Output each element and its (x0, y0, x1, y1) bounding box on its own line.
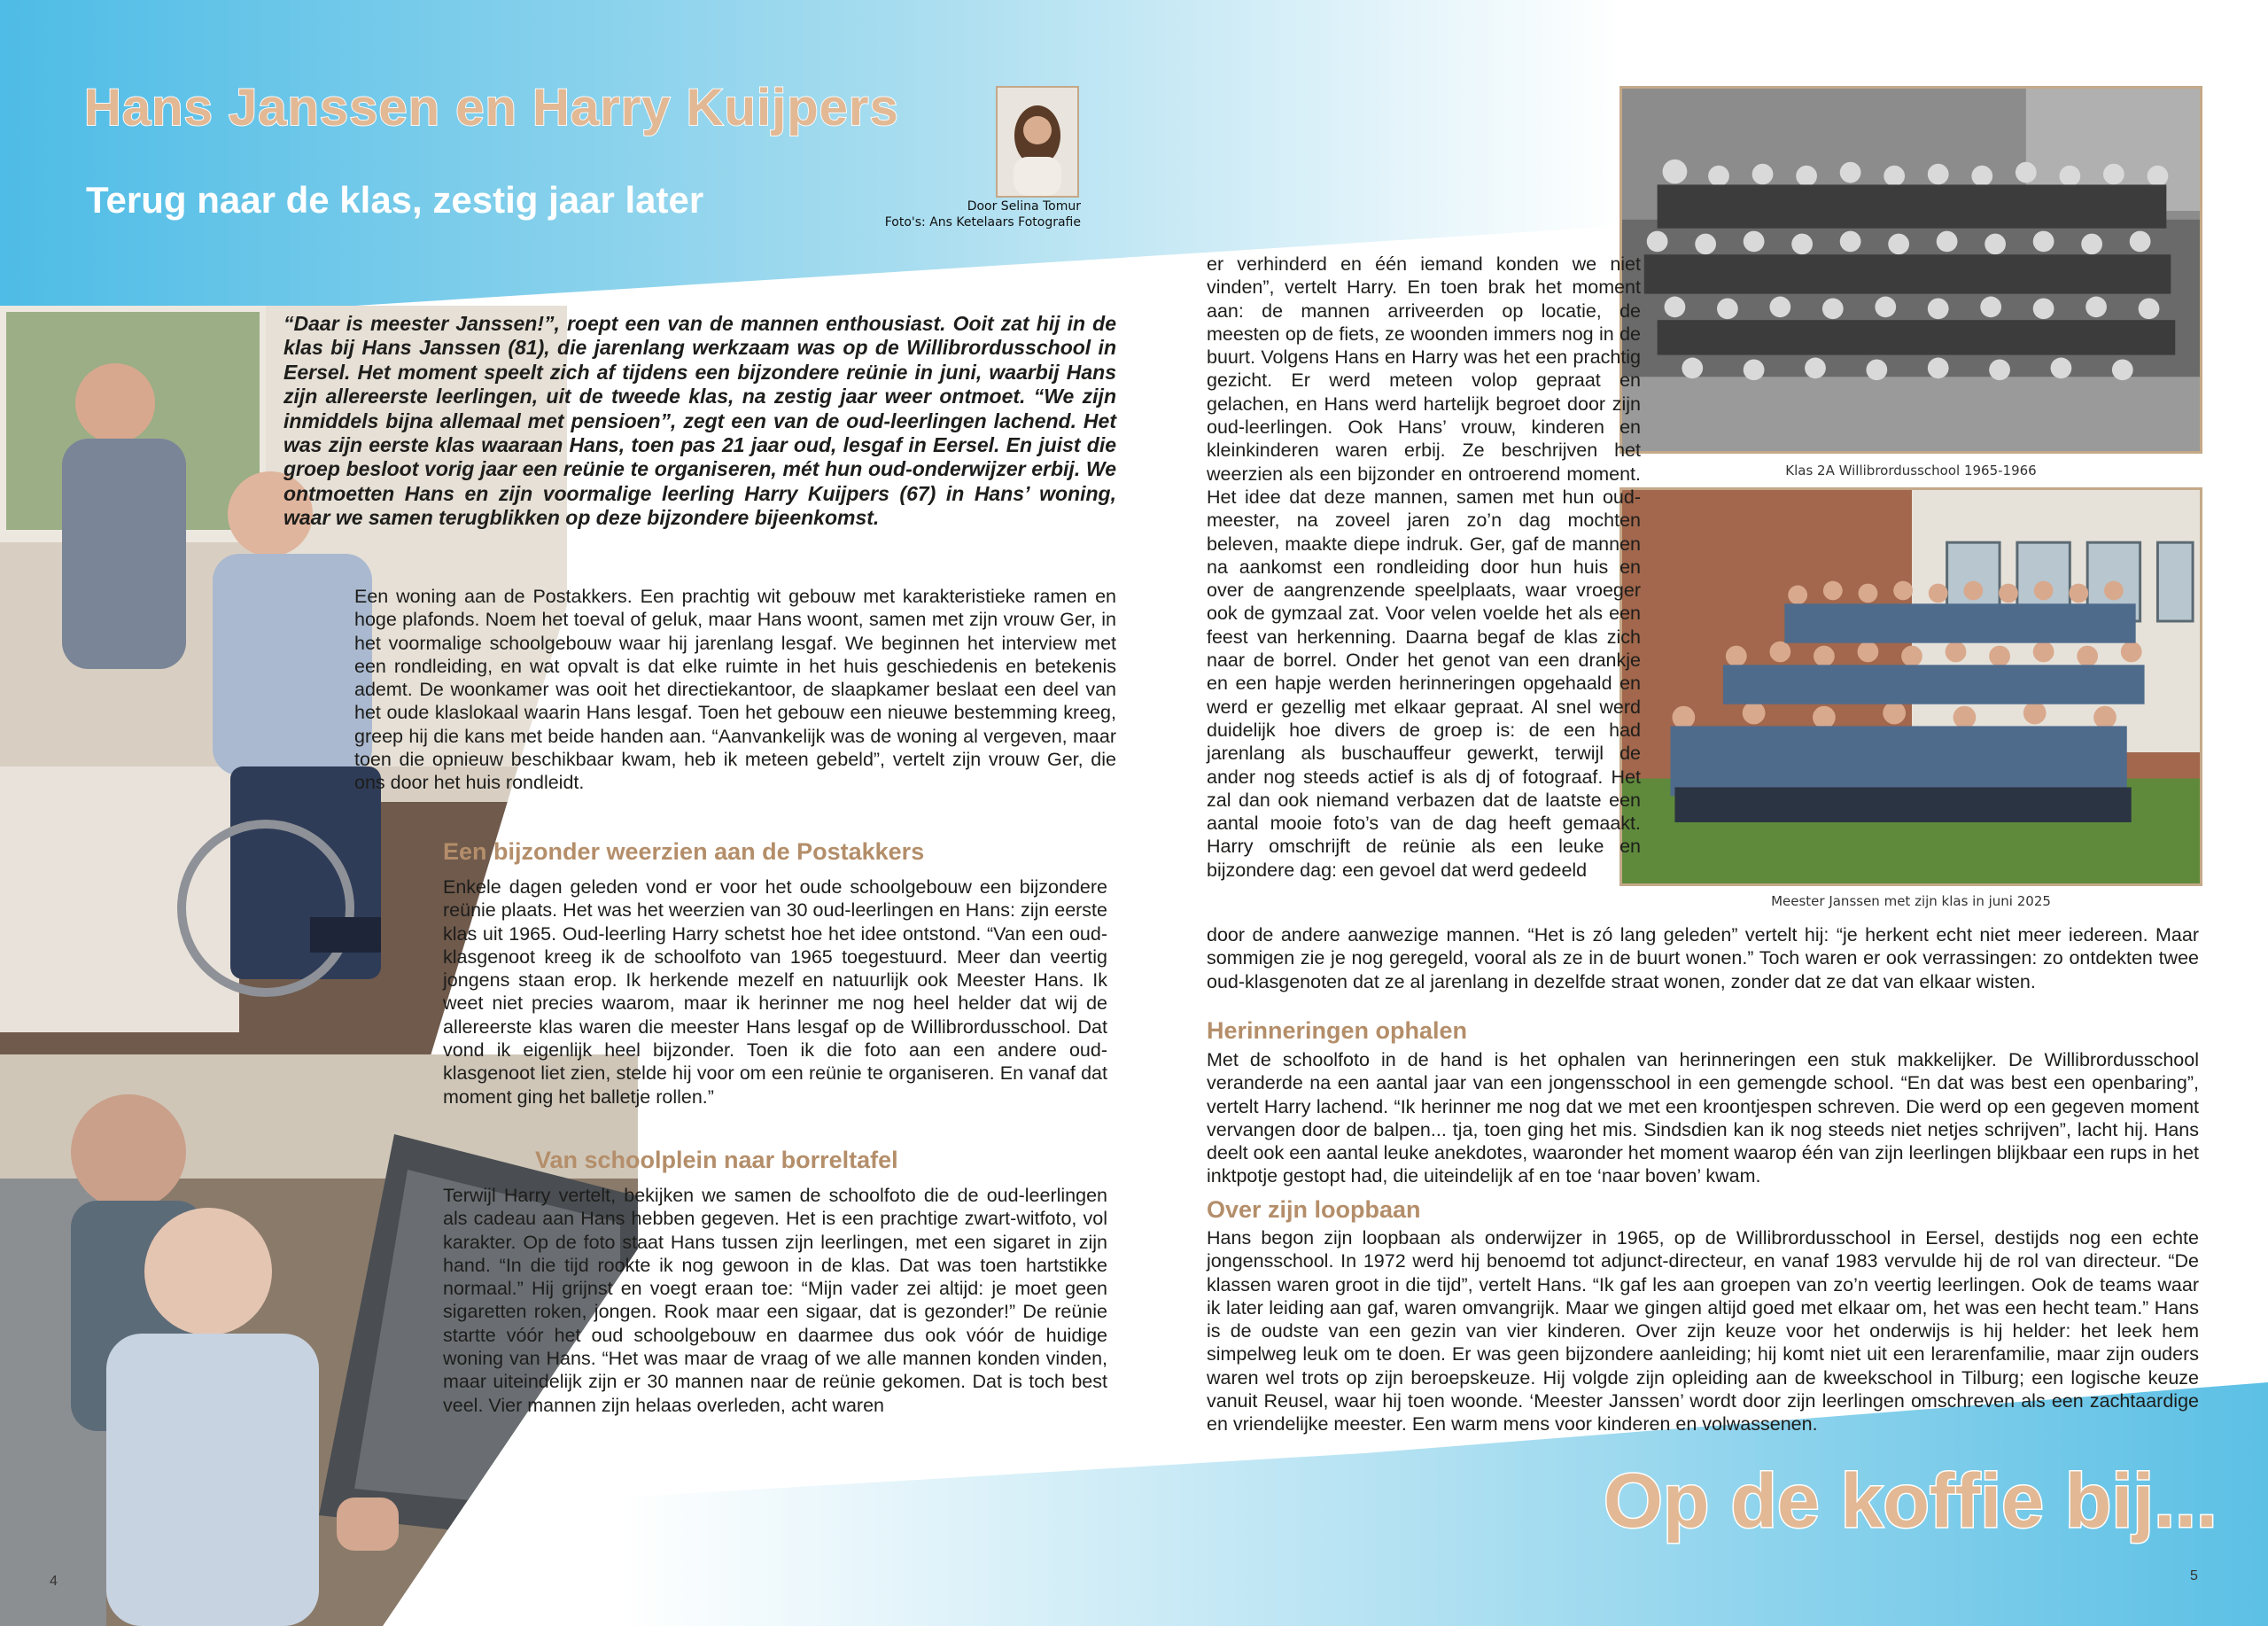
section-text-2-continued: er verhinderd en één iemand konden we niet vinden”, vertelt Harry. En toen brak het moment aan: de mannen arriveerden op locatie, de meesten op de fiets, ze woonden immers nog in de buurt. Volgens Hans en Harry was het een prachtig gezicht. Er werd meteen volop gepraat en gelachen, en Hans werd hartelijk begroet door zijn oud-leerlingen. Ook Hans’ vrouw, kinderen en kleinkinderen waren erbij. Ze beschrijven het weerzien als een bijzonder en ontroerend moment. Het idee dat deze mannen, samen met hun oud-meester, na zoveel jaren zo’n dag mochten beleven, maakte diepe indruk. Ger, gaf de mannen na aankomst een rondleiding door hun huis en over de aangrenzende speelplaats, waar vroeger ook de gymzaal zat. Voor velen voelde het als een feest van herkenning. Daarna begaf de klas zich naar de borrel. Onder het genot van een drankje en een hapje werden herinneringen opgehaald en werd er gezellig met elkaar gepraat. Al snel werd duidelijk hoe divers de groep is: de een had jarenlang als buschauffeur gewerkt, terwijl de ander nog steeds actief is als dj of fotograaf. Het zal dan ook niemand verbazen dat de laatste een aantal mooie foto’s van de dag heeft gemaakt. Harry omschrijft de reünie als een leuke en bijzondere dag: een gevoel dat werd gedeeld (1207, 253, 1641, 881)
section-heading-1: Een bijzonder weerzien aan de Postakkers (443, 838, 925, 865)
reunion-photo-caption: Meester Janssen met zijn klas in juni 2025 (1771, 893, 2051, 909)
section-text-2-end: door de andere aanwezige mannen. “Het is zó lang geleden” vertelt hij: “je herkent echt niet meer iedereen. Maar sommigen zie je nog geregeld, vooral als ze in de buurt wonen.” Toch waren er ook verrassingen: zo ontdekten twee oud-klasgenoten dat ze al jarenlang in dezelfde straat wonen, zonder dat ze dat van elkaar wisten. (1207, 924, 2199, 992)
author-photo (996, 86, 1079, 198)
byline (877, 198, 1081, 230)
author-credit: Door Selina Tomur (967, 199, 1081, 214)
section-text-3: Met de schoolfoto in de hand is het ophalen van herinneringen een stuk makkelijker. De Willibrordusschool veranderde na een aantal jaar van een jongensschool in een gemengde school. “En dat was best een openbaring”, vertelt Harry lachend. “Ik herinner me nog dat we met een kroontjespen schreven. Die werd op een gegeven moment vervangen door de balpen... tja, toen ging het mis. Sindsdien kan ik nog steeds niet netjes schrijven”, lacht hij. Hans deelt ook een aantal leuke anekdotes, waaronder het moment waarop één van zijn leerlingen blijkbaar een rups in het inktpotje gestopt had, die uiteindelijk af en toe ‘naar boven’ kwam. (1207, 1049, 2199, 1187)
section-heading-4: Over zijn loopbaan (1207, 1196, 1421, 1223)
page-number-left: 4 (50, 1574, 58, 1589)
body-paragraph-1: Een woning aan de Postakkers. Een prachtig wit gebouw met karakteristieke ramen en hoge plafonds. Noem het toeval of geluk, maar Hans woont, samen met zijn vrouw Ger, in het voormalige schoolgebouw waar hij jarenlang lesgaf. We beginnen het interview met een rondleiding, en wat opvalt is dat elke ruimte in het huis geschiedenis en betekenis ademt. De woonkamer was ooit het directiekantoor, de slaapkamer beslaat een deel van het oude klaslokaal waarin Hans lesgaf. Toen het gebouw een nieuwe bestemming kreeg, greep hij die kans met beide handen aan. “Aanvankelijk was de woning al vergeven, maar toen die opnieuw beschikbaar kwam, heb ik meteen gebeld”, vertelt zijn vrouw Ger, die ons door het huis rondleidt. (354, 586, 1116, 794)
reunion-photo-2025 (1619, 487, 2202, 886)
class-photo-1965 (1619, 86, 2202, 454)
article-title: Hans Janssen en Harry Kuijpers (84, 79, 899, 136)
section-heading-3: Herinneringen ophalen (1207, 1017, 1468, 1044)
rubric-kicker: Op de koffie bij... (1604, 1459, 2218, 1544)
page-number-right: 5 (2190, 1568, 2198, 1583)
section-heading-2: Van schoolplein naar borreltafel (535, 1147, 898, 1173)
article-subtitle: Terug naar de klas, zestig jaar later (86, 179, 704, 221)
intro-paragraph: “Daar is meester Janssen!”, roept een van de mannen enthousiast. Ooit zat hij in de klas bij Hans Janssen (81), die jarenlang werkzaam was op de Willibrordusschool in Eersel. Het moment speelt zich af tijdens een bijzondere reünie in juni, waarbij Hans zijn allereerste leerlingen, uit de tweede klas, na zestig jaar weer ontmoet. “We zijn inmiddels bijna allemaal met pensioen”, zegt een van de oud-leerlingen lachend. Het was zijn eerste klas waaraan Hans, toen pas 21 jaar oud, lesgaf in Eersel. En juist die groep besloot vorig jaar een reünie te organiseren, mét hun oud-onderwijzer erbij. We ontmoetten Hans en zijn voormalige leerling Harry Kuijpers (67) in Hans’ woning, waar we samen terugblikken op deze bijzondere bijeenkomst. (284, 312, 1116, 530)
photo-credit: Foto's: Ans Ketelaars Fotografie (884, 215, 1081, 230)
section-text-1: Enkele dagen geleden vond er voor het oude schoolgebouw een bijzondere reünie plaats. Het was het weerzien van 30 oud-leerlingen en Hans: zijn eerste klas uit 1965. Oud-leerling Harry schetst hoe het idee ontstond. “Van een oud-klasgenoot kreeg ik de schoolfoto van 1965 toegestuurd. Meer dan veertig jongens staan erop. Ik herkende mezelf en natuurlijk ook Meester Hans. Ik weet niet precies waarom, maar ik herinner me nog heel helder dat wij de allereerste klas waren die meester Hans lesgaf op de Willibrordusschool. Dat vond ik eigenlijk heel bijzonder. Toen ik die foto aan een andere oud-klasgenoot liet zien, stelde hij voor om een reünie te organiseren. En vanaf dat moment ging het balletje rollen.” (443, 876, 1107, 1108)
section-text-2: Terwijl Harry vertelt, bekijken we samen de schoolfoto die de oud-leerlingen als cadeau aan Hans hebben gegeven. Het is een prachtige zwart-witfoto, vol karakter. Op de foto staat Hans tussen zijn leerlingen, met een sigaret in zijn hand. “In die tijd rookte ik nog gewoon in de klas. Dat was toen hartstikke normaal.” Hij grijnst en voegt eraan toe: “Mijn vader zei altijd: je moet geen sigaretten roken, jongen. Rook maar een sigaar, dat is gezonder!” De reünie startte vóór het oud schoolgebouw en daarmee dus ook vóór de huidige woning van Hans. “Het was maar de vraag of we alle mannen konden vinden, maar uiteindelijk zijn er 30 mannen naar de reünie gekomen. Dat is toch best veel. Vier mannen zijn helaas overleden, acht waren (443, 1185, 1107, 1416)
section-text-4: Hans begon zijn loopbaan als onderwijzer in 1965, op de Willibrordusschool in Eersel, destijds nog een echte jongensschool. In 1972 werd hij benoemd tot adjunct-directeur, en vanaf 1983 vervulde hij de rol van directeur. “De klassen waren groot in die tijd”, vertelt Hans. “Ik gaf les aan groepen van zo’n veertig leerlingen. Ook de teams waar ik later leiding aan gaf, waren omvangrijk. Maar we gingen altijd goed met elkaar om, het was een hecht team.” Hans is de oudste van een gezin van vier kinderen. Over zijn keuze voor het onderwijs is hij helder: het leek hem simpelweg leuk om te doen. Er was geen bijzondere aanleiding; hij komt niet uit een lerarenfamilie, maar zijn ouders waren wel trots op zijn beroepskeuze. Hij volgde zijn opleiding aan de kweekschool in Tilburg; een logische keuze vanuit Reusel, waar hij toen woonde. ‘Meester Janssen’ wordt door zijn leerlingen omschreven als een zachtaardige en vriendelijke meester. Een warm mens voor kinderen en volwassenen. (1207, 1227, 2199, 1435)
class-photo-caption: Klas 2A Willibrordusschool 1965-1966 (1785, 463, 2037, 478)
